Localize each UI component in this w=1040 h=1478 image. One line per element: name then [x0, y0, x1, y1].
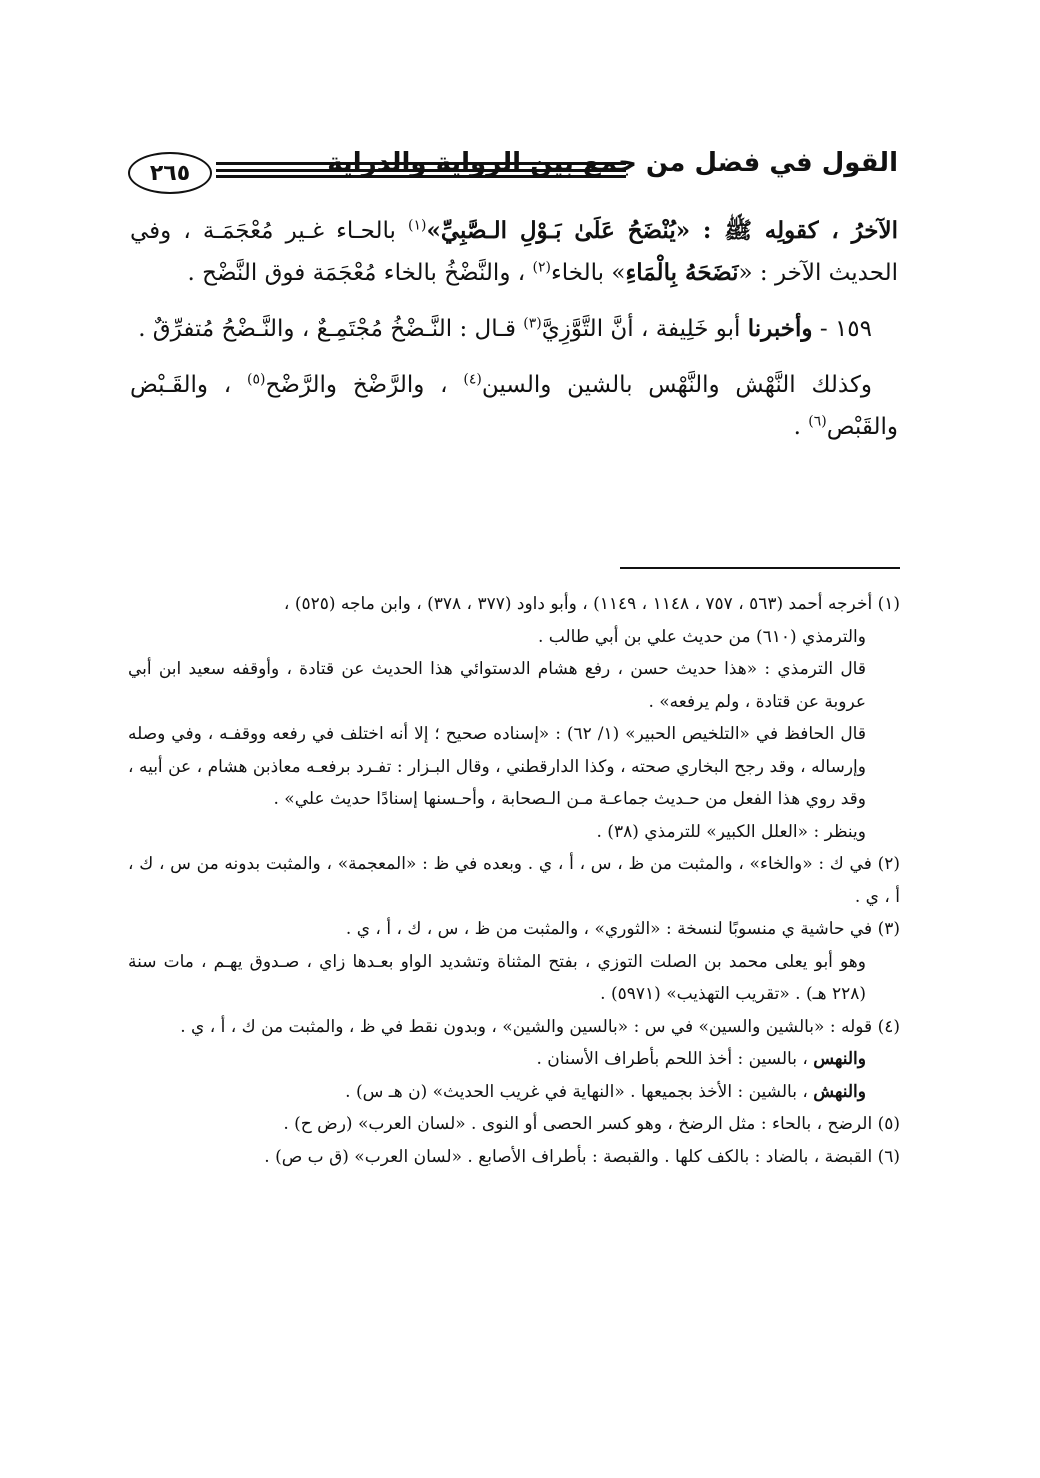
- footnote-1-line: (١) أخرجه أحمد (٥٦٣ ، ٧٥٧ ، ١١٤٨ ، ١١٤٩) ، وأبو داود (٣٧٧ ، ٣٧٨) ، وابن ماجه (٥٢٥) ،: [283, 594, 900, 614]
- term-nahs: والنهس: [813, 1049, 866, 1069]
- text-span: قـال : النَّـضْخُ مُجْتَمِـعٌ ، والنَّـضْحُ مُتفرِّقٌ .: [138, 316, 524, 342]
- paragraph-3: [130, 364, 898, 448]
- footnote-ref-6[interactable]: (٦): [808, 413, 827, 430]
- text-span: ، والرَّضْخ والرَّضْح: [265, 372, 464, 398]
- text-span: ، والنَّضْخُ بالخاء مُعْجَمَة فوق النَّضْح .: [187, 260, 533, 286]
- footnote-5: (٥) الرضح ، بالحاء : مثل الرضخ ، وهو كسر الحصى أو النوى . «لسان العرب» (رض ح) .: [283, 1114, 900, 1134]
- page-number: [128, 152, 212, 194]
- page-header: [128, 148, 898, 204]
- footnote-1-line: قال الترمذي : «هذا حديث حسن ، رفع هشام الدستوائي هذا الحديث عن قتادة ، وأوقفه سعيد ابن أبي عروبة عن قتادة ، ولم يرفعه» .: [128, 659, 866, 712]
- footnote-ref-5[interactable]: (٥): [247, 371, 266, 388]
- text-span: أبو خَلِيفة ، أنَّ التَّوَّزِيَّ: [541, 316, 748, 342]
- footnote-ref-2[interactable]: (٢): [532, 259, 551, 276]
- paragraph-1: [130, 210, 898, 294]
- footnote-ref-3[interactable]: (٣): [523, 315, 542, 332]
- footnote-1-line: وينظر : «العلل الكبير» للترمذي (٣٨) .: [596, 821, 866, 842]
- term-nahsh: والنهش: [813, 1081, 866, 1102]
- footnote-6: (٦) القبضة ، بالضاد : بالكف كلها . والقبصة : بأطراف الأصابع . «لسان العرب» (ق ب ص) .: [264, 1146, 900, 1167]
- footnote-4-line: [128, 1043, 900, 1076]
- footnote-3-line: (٣) في حاشية ي منسوبًا لنسخة : «الثوري» ، والمثبت من ظ ، س ، ك ، أ ، ي .: [345, 919, 900, 939]
- footnote-4-line: [128, 1076, 900, 1109]
- hadith-quote-2: نَضَحَهُ بِالْمَاءِ: [625, 259, 739, 286]
- text-span: ، بالسين : أخذ اللحم بأطراف الأسنان .: [536, 1049, 814, 1069]
- footnote-3-line: وهو أبو يعلى محمد بن الصلت التوزي ، بفتح المثناة وتشديد الواو بعـدها زاي ، صـدوق يهـم ، مات سنة (٢٢٨ هـ) . «تقريب التهذيب» (٥٩٧١) .: [128, 951, 866, 1004]
- footnote-ref-1[interactable]: (١): [408, 217, 427, 234]
- footnotes: [128, 588, 900, 1173]
- footnote-1-line: والترمذي (٦١٠) من حديث علي بن أبي طالب .: [538, 626, 866, 647]
- footnote-1-line: قال الحافظ في «التلخيص الحبير» (١/ ٦٢) : «إسناده صحيح ؛ إلا أنه اختلف في رفعه ووقفـه ، وفي وصله وإرساله ، وقد رجح البخاري صحته ، وكذا الدارقطني ، وقال البـزار : تفـرد برفعـه معاذبن هشام ، عن أبيه ، وقد روي هذا الفعل من حـديث جماعـة مـن الـصحابة ، وأحـسنها إسنادًا حديث علي» .: [128, 724, 866, 809]
- text-span: ، بالشين : الأخذ بجميعها . «النهاية في غريب الحديث» (ن هـ س) .: [345, 1081, 814, 1102]
- running-head: القول في فضل من جمع بين الرواية والدراية: [327, 148, 898, 178]
- text-span: » بالخاء: [550, 260, 626, 286]
- footnote-2: (٢) في ك : «والخاء» ، والمثبت من ظ ، س ، أ ، ي . وبعده في ظ : «المعجمة» ، والمثبت بدونه من س ، ك ، أ ، ي .: [128, 854, 900, 907]
- hadith-quote: الآخرُ ، كقولِه ﷺ : «يُنْضَحُ عَلَىٰ بَـوْلِ الـصَّبِيِّ»: [426, 217, 898, 244]
- text-span: .: [793, 414, 809, 440]
- text-span: وكذلك النَّهْش والنَّهْس بالشين والسين: [481, 372, 873, 398]
- footnote-separator: [620, 567, 900, 569]
- narration-lead: وأخبرنا: [747, 315, 813, 342]
- footnote-4-line: (٤) قوله : «بالشين والسين» في س : «بالسين والشين» ، وبدون نقط في ظ ، والمثبت من ك ، أ ، ي .: [180, 1016, 900, 1037]
- paragraph-2: [130, 308, 898, 350]
- footnote-ref-4[interactable]: (٤): [463, 371, 482, 388]
- text-span: بالحـاء غـير مُعْجَمَـة ، وفي الحديث الآخر : «: [130, 218, 898, 286]
- text-span: ، والقَـبْض والقَبْص: [130, 372, 898, 440]
- page-number-text: ٢٦٥: [149, 160, 191, 186]
- main-text: [130, 210, 898, 462]
- narration-number: ١٥٩ -: [812, 316, 872, 342]
